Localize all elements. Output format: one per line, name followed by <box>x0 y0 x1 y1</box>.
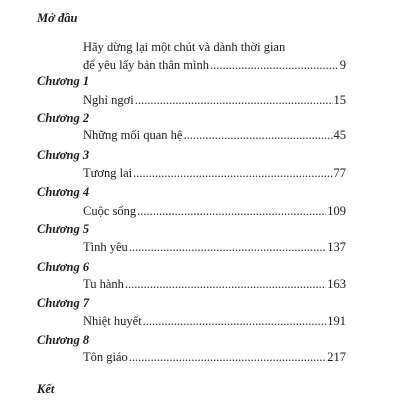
dot-leader <box>135 93 333 108</box>
chapter-entry <box>83 166 346 181</box>
intro-title-line1: Hãy dừng lại một chút và dành thời gian <box>83 40 286 54</box>
chapter-page-number: 15 <box>333 93 346 107</box>
chapter-title: Tương lai <box>83 166 133 180</box>
chapter-heading: Chương 7 <box>37 296 90 310</box>
chapter-page-number: 163 <box>327 277 346 291</box>
chapter-entry <box>83 314 346 329</box>
chapter-page-number: 109 <box>327 204 346 218</box>
chapter-heading: Chương 6 <box>37 260 90 274</box>
chapter-title: Cuộc sống <box>83 204 137 218</box>
intro-title-line2: để yêu lấy bản thân mình <box>83 58 210 72</box>
chapter-entry <box>83 93 346 108</box>
dot-leader <box>210 58 339 73</box>
chapter-entry <box>83 128 346 143</box>
chapter-entry <box>83 204 346 219</box>
chapter-heading: Chương 1 <box>37 74 90 88</box>
dot-leader <box>143 314 327 329</box>
chapter-page-number: 217 <box>327 350 346 364</box>
chapter-page-number: 137 <box>327 240 346 254</box>
chapter-heading: Chương 2 <box>37 111 90 125</box>
chapter-heading: Chương 4 <box>37 185 90 199</box>
outro-heading: Kết <box>37 382 55 396</box>
chapter-heading: Chương 5 <box>37 222 90 236</box>
chapter-page-number: 191 <box>327 314 346 328</box>
dot-leader <box>129 240 326 255</box>
chapter-heading: Chương 8 <box>37 333 90 347</box>
intro-page-number: 9 <box>339 58 346 72</box>
chapter-title: Tu hành <box>83 277 124 291</box>
chapter-title: Nhiệt huyết <box>83 314 142 328</box>
chapter-entry <box>83 277 346 292</box>
chapter-page-number: 45 <box>333 128 346 142</box>
chapter-entry <box>83 350 346 365</box>
dot-leader <box>183 128 332 143</box>
dot-leader <box>129 350 326 365</box>
chapter-title: Tôn giáo <box>83 350 128 364</box>
dot-leader <box>125 277 326 292</box>
intro-heading: Mở đầu <box>37 11 78 25</box>
dot-leader <box>137 204 326 219</box>
chapter-title: Những mối quan hệ <box>83 128 183 142</box>
intro-entry <box>83 58 346 73</box>
dot-leader <box>133 166 332 181</box>
chapter-entry <box>83 240 346 255</box>
chapter-title: Tình yêu <box>83 240 128 254</box>
chapter-page-number: 77 <box>333 166 346 180</box>
chapter-heading: Chương 3 <box>37 148 90 162</box>
chapter-title: Nghỉ ngơi <box>83 93 134 107</box>
